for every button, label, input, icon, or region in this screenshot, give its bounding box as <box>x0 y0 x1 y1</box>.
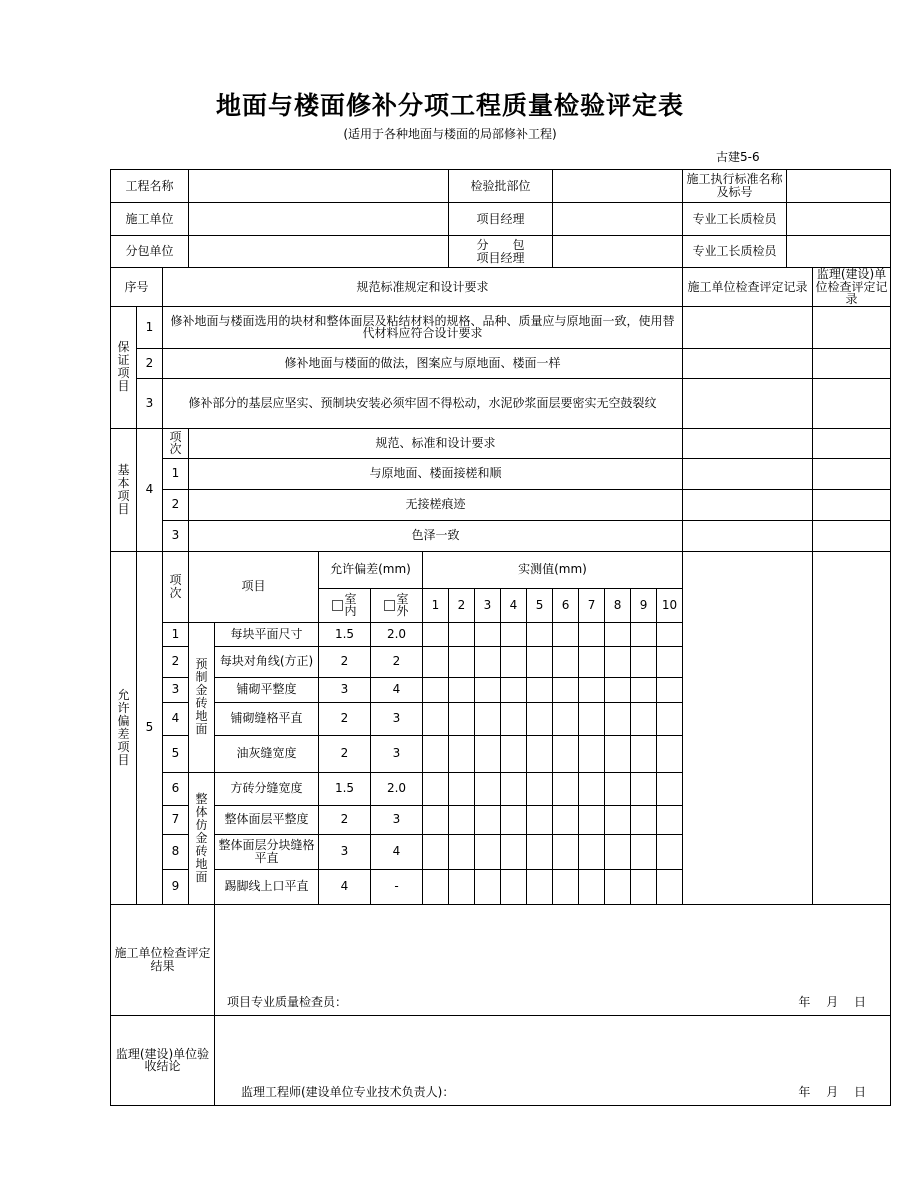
outdoor-header: 室外 <box>371 588 423 622</box>
indoor-checkbox[interactable] <box>332 600 343 611</box>
col-supervisor-record: 监理(建设)单位检查评定记录 <box>813 268 891 307</box>
tol-group2: 整体仿金砖地面 <box>189 772 215 904</box>
measure-cell[interactable] <box>553 646 579 677</box>
label-subcontractor: 分包单位 <box>111 236 189 268</box>
guarantee-no-2: 2 <box>137 348 163 378</box>
basic-label: 基本项目 <box>111 428 137 551</box>
guarantee-supervisor-2[interactable] <box>813 348 891 378</box>
label-batch-part: 检验批部位 <box>449 170 553 203</box>
measure-cell[interactable] <box>631 735 657 772</box>
basic-contractor-1[interactable] <box>683 458 813 489</box>
measure-cell[interactable] <box>657 805 683 834</box>
measure-cell[interactable] <box>527 646 553 677</box>
tolerance-label: 允许偏差项目 <box>111 551 137 904</box>
basic-supervisor-h[interactable] <box>813 428 891 458</box>
measure-cell[interactable] <box>527 805 553 834</box>
tol-outdoor: 3 <box>371 702 423 735</box>
col-contractor-record: 施工单位检查评定记录 <box>683 268 813 307</box>
tol-indoor: 2 <box>319 805 371 834</box>
measure-col: 6 <box>553 588 579 622</box>
tol-no: 4 <box>163 702 189 735</box>
outdoor-checkbox[interactable] <box>384 600 395 611</box>
tol-name: 整体面层平整度 <box>215 805 319 834</box>
guarantee-contractor-2[interactable] <box>683 348 813 378</box>
measure-cell[interactable] <box>475 622 501 646</box>
tolerance-allow-header: 允许偏差(mm) <box>319 551 423 588</box>
tol-outdoor: - <box>371 869 423 904</box>
tolerance-no: 5 <box>137 551 163 904</box>
basic-supervisor-1[interactable] <box>813 458 891 489</box>
measure-cell[interactable] <box>527 772 553 805</box>
measure-cell[interactable] <box>631 677 657 702</box>
label-project-name: 工程名称 <box>111 170 189 203</box>
measure-cell[interactable] <box>605 646 631 677</box>
measure-cell[interactable] <box>475 646 501 677</box>
measure-col: 7 <box>579 588 605 622</box>
measure-cell[interactable] <box>553 702 579 735</box>
measure-cell[interactable] <box>579 702 605 735</box>
measure-cell[interactable] <box>501 772 527 805</box>
measure-cell[interactable] <box>423 702 449 735</box>
tol-indoor: 2 <box>319 735 371 772</box>
measure-cell[interactable] <box>475 735 501 772</box>
tol-no: 5 <box>163 735 189 772</box>
measure-cell[interactable] <box>527 677 553 702</box>
tolerance-item-header: 项目 <box>189 551 319 622</box>
measure-cell[interactable] <box>475 677 501 702</box>
basic-sub-header: 项次 <box>163 428 189 458</box>
measure-cell[interactable] <box>449 735 475 772</box>
measure-cell[interactable] <box>527 622 553 646</box>
measure-cell[interactable] <box>605 735 631 772</box>
measure-cell[interactable] <box>579 772 605 805</box>
basic-req-header: 规范、标准和设计要求 <box>189 428 683 458</box>
measure-cell[interactable] <box>527 735 553 772</box>
form-code: 古建5-6 <box>716 150 760 164</box>
measure-cell[interactable] <box>423 772 449 805</box>
measure-cell[interactable] <box>631 646 657 677</box>
measure-cell[interactable] <box>475 702 501 735</box>
date-label-1: 年 月 日 <box>798 995 867 1010</box>
measure-cell[interactable] <box>449 805 475 834</box>
tolerance-supervisor[interactable] <box>813 551 891 904</box>
measure-cell[interactable] <box>605 869 631 904</box>
basic-no-3: 3 <box>163 520 189 551</box>
measure-cell[interactable] <box>449 869 475 904</box>
guarantee-contractor-3[interactable] <box>683 378 813 428</box>
measure-cell[interactable] <box>579 622 605 646</box>
measure-cell[interactable] <box>657 772 683 805</box>
basic-no-1: 1 <box>163 458 189 489</box>
tol-no: 2 <box>163 646 189 677</box>
measure-cell[interactable] <box>657 677 683 702</box>
field-exec-standard[interactable] <box>787 170 891 203</box>
tol-no: 8 <box>163 834 189 869</box>
measure-cell[interactable] <box>501 805 527 834</box>
measure-cell[interactable] <box>553 735 579 772</box>
measure-cell[interactable] <box>449 646 475 677</box>
label-qc-foreman2: 专业工长质检员 <box>683 236 787 268</box>
measure-col: 9 <box>631 588 657 622</box>
measure-cell[interactable] <box>423 834 449 869</box>
tol-outdoor: 2.0 <box>371 772 423 805</box>
measure-col: 3 <box>475 588 501 622</box>
label-sub-manager <box>449 236 553 268</box>
measure-cell[interactable] <box>475 805 501 834</box>
measure-cell[interactable] <box>579 735 605 772</box>
guarantee-no-1: 1 <box>137 306 163 348</box>
measure-cell[interactable] <box>605 834 631 869</box>
field-qc-foreman[interactable] <box>787 203 891 236</box>
measure-cell[interactable] <box>605 677 631 702</box>
measure-cell[interactable] <box>423 622 449 646</box>
guarantee-text-2: 修补地面与楼面的做法，图案应与原地面、楼面一样 <box>163 348 683 378</box>
measure-cell[interactable] <box>501 677 527 702</box>
tol-no: 3 <box>163 677 189 702</box>
measure-cell[interactable] <box>553 677 579 702</box>
supervisor-conclusion-label: 监理(建设)单位验收结论 <box>111 1015 215 1105</box>
measure-cell[interactable] <box>449 834 475 869</box>
field-project-name[interactable] <box>189 170 449 203</box>
tolerance-measured-header: 实测值(mm) <box>423 551 683 588</box>
basic-supervisor-2[interactable] <box>813 489 891 520</box>
measure-cell[interactable] <box>423 805 449 834</box>
measure-cell[interactable] <box>605 702 631 735</box>
tol-no: 7 <box>163 805 189 834</box>
measure-cell[interactable] <box>631 772 657 805</box>
tolerance-sub-header: 项次 <box>163 551 189 622</box>
measure-cell[interactable] <box>423 677 449 702</box>
basic-text-2: 无接槎痕迹 <box>189 489 683 520</box>
inspection-table <box>110 169 891 1106</box>
tol-indoor: 2 <box>319 646 371 677</box>
tol-name: 踢脚线上口平直 <box>215 869 319 904</box>
measure-cell[interactable] <box>657 646 683 677</box>
tol-outdoor: 3 <box>371 735 423 772</box>
measure-cell[interactable] <box>579 677 605 702</box>
measure-cell[interactable] <box>657 869 683 904</box>
guarantee-no-3: 3 <box>137 378 163 428</box>
label-exec-standard: 施工执行标准名称及标号 <box>683 170 787 203</box>
measure-cell[interactable] <box>501 735 527 772</box>
basic-text-1: 与原地面、楼面接槎和顺 <box>189 458 683 489</box>
guarantee-supervisor-3[interactable] <box>813 378 891 428</box>
date-label-2: 年 月 日 <box>798 1085 867 1100</box>
measure-cell[interactable] <box>501 834 527 869</box>
measure-cell[interactable] <box>475 772 501 805</box>
basic-contractor-2[interactable] <box>683 489 813 520</box>
measure-cell[interactable] <box>527 702 553 735</box>
tol-indoor: 3 <box>319 834 371 869</box>
tol-name: 方砖分缝宽度 <box>215 772 319 805</box>
guarantee-supervisor-1[interactable] <box>813 306 891 348</box>
measure-col: 8 <box>605 588 631 622</box>
contractor-result-label: 施工单位检查评定结果 <box>111 904 215 1015</box>
measure-cell[interactable] <box>657 702 683 735</box>
measure-cell[interactable] <box>605 772 631 805</box>
measure-cell[interactable] <box>501 622 527 646</box>
tol-indoor: 1.5 <box>319 772 371 805</box>
tol-indoor: 3 <box>319 677 371 702</box>
measure-cell[interactable] <box>631 834 657 869</box>
measure-cell[interactable] <box>553 772 579 805</box>
tol-outdoor: 3 <box>371 805 423 834</box>
tol-outdoor: 2.0 <box>371 622 423 646</box>
tol-name: 每块对角线(方正) <box>215 646 319 677</box>
measure-cell[interactable] <box>475 869 501 904</box>
tol-outdoor: 4 <box>371 834 423 869</box>
measure-cell[interactable] <box>527 869 553 904</box>
field-subcontractor[interactable] <box>189 236 449 268</box>
measure-cell[interactable] <box>605 805 631 834</box>
measure-cell[interactable] <box>553 805 579 834</box>
basic-no: 4 <box>137 428 163 551</box>
measure-col: 2 <box>449 588 475 622</box>
measure-cell[interactable] <box>579 834 605 869</box>
tol-indoor: 2 <box>319 702 371 735</box>
field-sub-manager[interactable] <box>553 236 683 268</box>
basic-text-3: 色泽一致 <box>189 520 683 551</box>
measure-cell[interactable] <box>501 646 527 677</box>
sub-manager-line2: 项目经理 <box>476 250 525 265</box>
tol-name: 油灰缝宽度 <box>215 735 319 772</box>
measure-cell[interactable] <box>501 869 527 904</box>
form-title: 地面与楼面修补分项工程质量检验评定表 <box>215 91 684 120</box>
label-qc-foreman: 专业工长质检员 <box>683 203 787 236</box>
tolerance-contractor[interactable] <box>683 551 813 904</box>
measure-cell[interactable] <box>657 834 683 869</box>
measure-cell[interactable] <box>631 805 657 834</box>
tol-no: 9 <box>163 869 189 904</box>
basic-no-2: 2 <box>163 489 189 520</box>
measure-cell[interactable] <box>475 834 501 869</box>
guarantee-label: 保证项目 <box>111 306 137 428</box>
measure-cell[interactable] <box>631 702 657 735</box>
basic-supervisor-3[interactable] <box>813 520 891 551</box>
tol-name: 铺砌平整度 <box>215 677 319 702</box>
basic-contractor-3[interactable] <box>683 520 813 551</box>
measure-col: 1 <box>423 588 449 622</box>
field-qc-foreman2[interactable] <box>787 236 891 268</box>
contractor-result-field[interactable] <box>215 904 891 1015</box>
measure-cell[interactable] <box>631 622 657 646</box>
guarantee-text-3: 修补部分的基层应坚实、预制块安装必须牢固不得松动，水泥砂浆面层要密实无空鼓裂纹 <box>163 378 683 428</box>
measure-cell[interactable] <box>501 702 527 735</box>
tol-no: 6 <box>163 772 189 805</box>
measure-cell[interactable] <box>657 622 683 646</box>
tol-name: 铺砌缝格平直 <box>215 702 319 735</box>
measure-cell[interactable] <box>423 869 449 904</box>
measure-cell[interactable] <box>449 702 475 735</box>
sub-manager-line1: 分 包 <box>476 237 525 252</box>
measure-cell[interactable] <box>449 677 475 702</box>
measure-col: 10 <box>657 588 683 622</box>
guarantee-text-1: 修补地面与楼面选用的块材和整体面层及粘结材料的规格、品种、质量应与原地面一致，使用替代材料应符合设计要求 <box>163 306 683 348</box>
measure-cell[interactable] <box>657 735 683 772</box>
form-subtitle: (适用于各种地面与楼面的局部修补工程) <box>343 127 557 141</box>
supervisor-conclusion-field[interactable] <box>215 1015 891 1105</box>
tol-group1: 预制金砖地面 <box>189 622 215 772</box>
supervisor-engineer-label: 监理工程师(建设单位专业技术负责人)： <box>241 1085 455 1100</box>
tol-no: 1 <box>163 622 189 646</box>
basic-contractor-h[interactable] <box>683 428 813 458</box>
tol-name: 整体面层分块缝格平直 <box>215 834 319 869</box>
tol-indoor: 1.5 <box>319 622 371 646</box>
label-project-manager: 项目经理 <box>449 203 553 236</box>
measure-cell[interactable] <box>449 772 475 805</box>
indoor-header: 室内 <box>319 588 371 622</box>
measure-cell[interactable] <box>423 735 449 772</box>
field-batch-part[interactable] <box>553 170 683 203</box>
measure-cell[interactable] <box>579 869 605 904</box>
field-construction-unit[interactable] <box>189 203 449 236</box>
measure-cell[interactable] <box>553 834 579 869</box>
field-project-manager[interactable] <box>553 203 683 236</box>
measure-cell[interactable] <box>553 869 579 904</box>
measure-cell[interactable] <box>631 869 657 904</box>
measure-cell[interactable] <box>579 646 605 677</box>
measure-cell[interactable] <box>423 646 449 677</box>
guarantee-contractor-1[interactable] <box>683 306 813 348</box>
tol-outdoor: 2 <box>371 646 423 677</box>
label-construction-unit: 施工单位 <box>111 203 189 236</box>
tol-name: 每块平面尺寸 <box>215 622 319 646</box>
measure-col: 5 <box>527 588 553 622</box>
measure-cell[interactable] <box>527 834 553 869</box>
tol-indoor: 4 <box>319 869 371 904</box>
col-requirements: 规范标准规定和设计要求 <box>163 268 683 307</box>
tol-outdoor: 4 <box>371 677 423 702</box>
measure-col: 4 <box>501 588 527 622</box>
qc-inspector-label: 项目专业质量检查员： <box>227 995 348 1010</box>
measure-cell[interactable] <box>579 805 605 834</box>
measure-cell[interactable] <box>449 622 475 646</box>
measure-cell[interactable] <box>553 622 579 646</box>
measure-cell[interactable] <box>605 622 631 646</box>
col-seq: 序号 <box>111 268 163 307</box>
